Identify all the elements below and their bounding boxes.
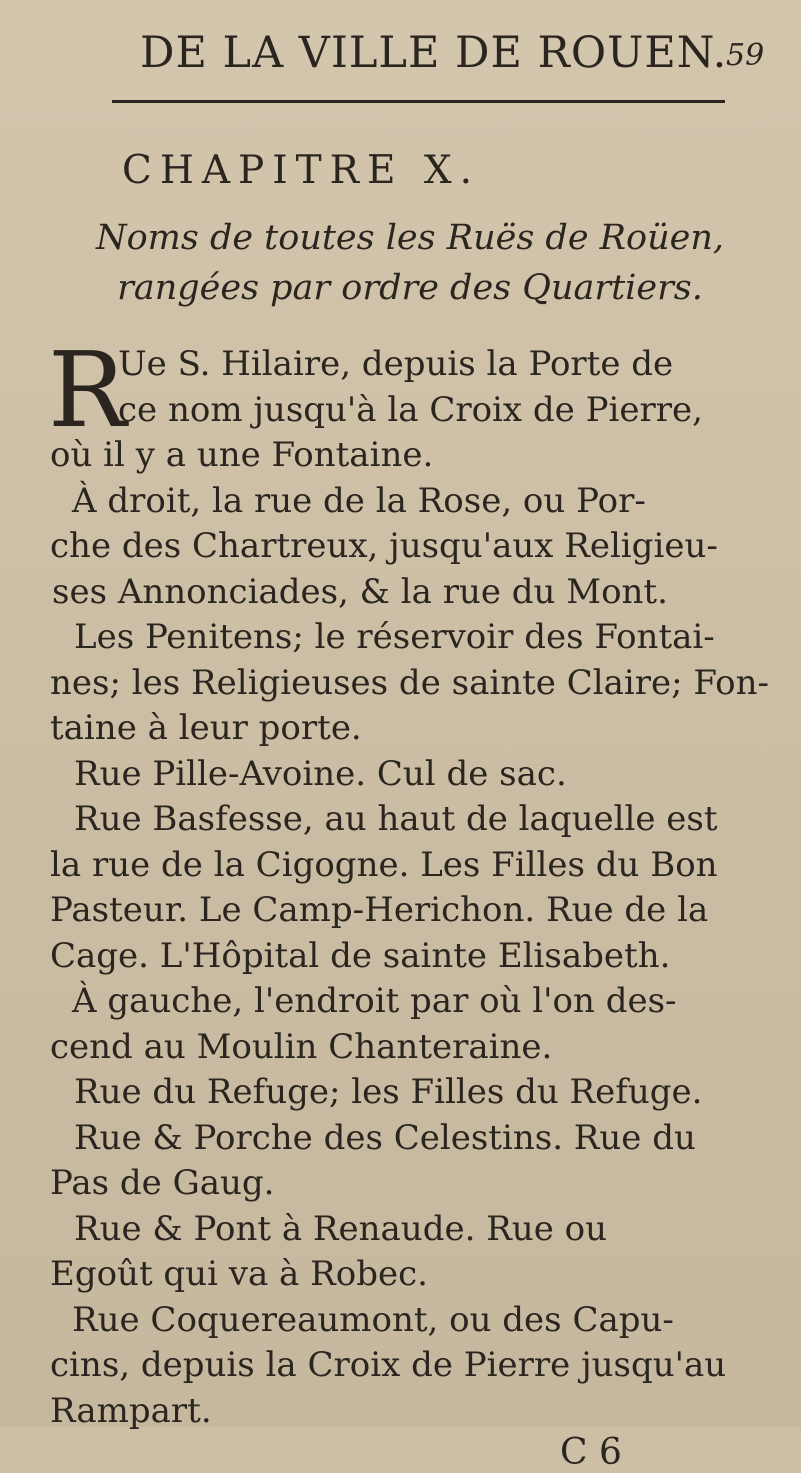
- text-line: taine à leur porte.: [50, 708, 362, 748]
- chapter-heading: CHAPITRE X.: [122, 148, 481, 193]
- text-line: ce nom jusqu'à la Croix de Pierre,: [118, 390, 703, 430]
- text-line: Les Penitens; le réservoir des Fontai-: [74, 617, 715, 657]
- signature-mark: C 6: [560, 1432, 622, 1473]
- text-line: À gauche, l'endroit par où l'on des-: [72, 981, 677, 1021]
- text-line: cend au Moulin Chanteraine.: [50, 1027, 553, 1067]
- text-line: Rue & Porche des Celestins. Rue du: [74, 1118, 696, 1158]
- text-line: ses Annonciades, & la rue du Mont.: [52, 572, 668, 612]
- chapter-subtitle-line-2: rangées par ordre des Quartiers.: [117, 268, 703, 308]
- text-line: À droit, la rue de la Rose, ou Por-: [72, 481, 646, 521]
- text-line: Rue & Pont à Renaude. Rue ou: [74, 1209, 607, 1249]
- chapter-subtitle-line-1: Noms de toutes les Ruës de Roüen,: [95, 218, 725, 258]
- text-line: Rue Pille-Avoine. Cul de sac.: [74, 754, 567, 794]
- text-line: Rampart.: [50, 1391, 212, 1431]
- text-line: Cage. L'Hôpital de sainte Elisabeth.: [50, 936, 671, 976]
- text-line: cins, depuis la Croix de Pierre jusqu'au: [50, 1345, 727, 1385]
- text-line: che des Chartreux, jusqu'aux Religieu-: [50, 526, 718, 566]
- drop-cap: R: [48, 329, 127, 451]
- text-line: nes; les Religieuses de sainte Claire; Fon-: [50, 663, 769, 703]
- text-line: Egoût qui va à Robec.: [50, 1254, 428, 1294]
- text-line: Pas de Gaug.: [50, 1163, 275, 1203]
- text-line: Ue S. Hilaire, depuis la Porte de: [118, 344, 674, 384]
- text-line: où il y a une Fontaine.: [50, 435, 434, 475]
- text-line: Pasteur. Le Camp-Herichon. Rue de la: [50, 890, 709, 930]
- text-line: Rue du Refuge; les Filles du Refuge.: [74, 1072, 703, 1112]
- page-number: 59: [726, 38, 765, 73]
- text-line: Rue Basfesse, au haut de laquelle est: [74, 799, 718, 839]
- header-rule: [112, 100, 725, 103]
- page-header: [0, 28, 801, 98]
- text-line: Rue Coquereaumont, ou des Capu-: [72, 1300, 674, 1340]
- text-line: la rue de la Cigogne. Les Filles du Bon: [50, 845, 718, 885]
- running-title: DE LA VILLE DE ROUEN.: [140, 28, 728, 78]
